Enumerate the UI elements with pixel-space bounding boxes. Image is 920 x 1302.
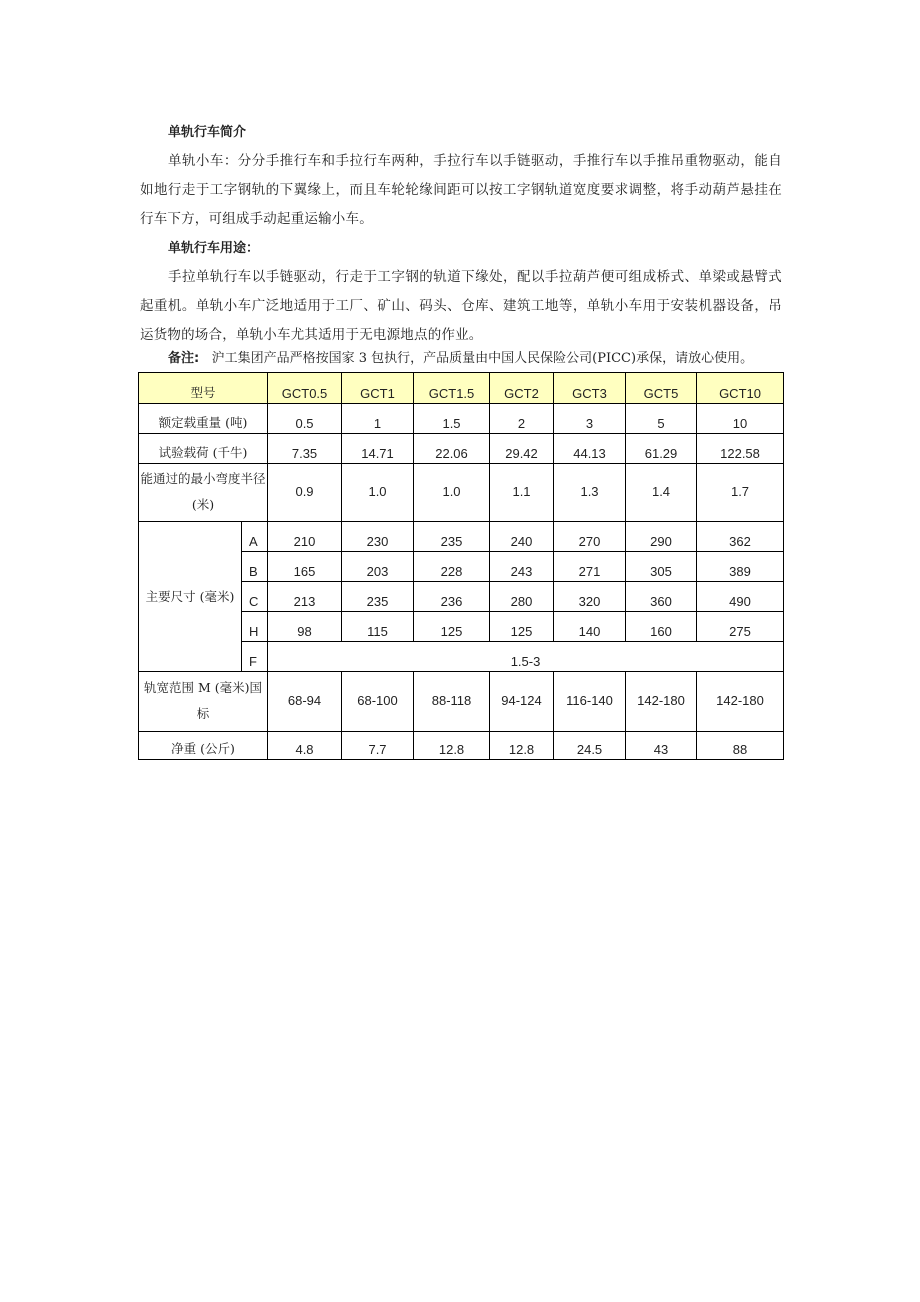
table-cell: 210 bbox=[268, 522, 342, 552]
table-cell: 290 bbox=[626, 522, 697, 552]
table-cell: 61.29 bbox=[626, 434, 697, 464]
table-cell: 243 bbox=[490, 552, 554, 582]
table-cell: 1.7 bbox=[697, 464, 784, 522]
table-cell: 490 bbox=[697, 582, 784, 612]
table-cell: 116-140 bbox=[554, 672, 626, 732]
table-cell: 68-100 bbox=[342, 672, 414, 732]
table-cell: 0.9 bbox=[268, 464, 342, 522]
table-cell: 203 bbox=[342, 552, 414, 582]
note-text: 沪工集团产品严格按国家 3 包执行，产品质量由中国人民保险公司(PICC)承保，请放心使用。 bbox=[211, 351, 754, 366]
intro-section bbox=[140, 118, 782, 350]
table-cell: 320 bbox=[554, 582, 626, 612]
rail-row bbox=[139, 672, 784, 732]
dim-sub-label: H bbox=[242, 612, 268, 642]
table-cell: 389 bbox=[697, 552, 784, 582]
table-cell: 115 bbox=[342, 612, 414, 642]
table-cell: 142-180 bbox=[626, 672, 697, 732]
note-line bbox=[140, 347, 782, 371]
table-cell: 240 bbox=[490, 522, 554, 552]
rail-label: 轨宽范围 M (毫米)国标 bbox=[139, 672, 268, 732]
table-cell: 1.3 bbox=[554, 464, 626, 522]
table-cell: 1.5 bbox=[414, 404, 490, 434]
test-load-label: 试验载荷 (千牛) bbox=[139, 434, 268, 464]
table-cell: 360 bbox=[626, 582, 697, 612]
table-cell: 142-180 bbox=[697, 672, 784, 732]
model-cell: GCT1 bbox=[342, 373, 414, 404]
weight-label: 净重 (公斤) bbox=[139, 732, 268, 760]
rated-load-row bbox=[139, 404, 784, 434]
table-cell: 88 bbox=[697, 732, 784, 760]
dim-sub-label: F bbox=[242, 642, 268, 672]
spec-table bbox=[138, 372, 784, 760]
table-cell: 270 bbox=[554, 522, 626, 552]
table-cell: 5 bbox=[626, 404, 697, 434]
usage-heading: 单轨行车用途： bbox=[168, 241, 260, 256]
table-cell: 10 bbox=[697, 404, 784, 434]
table-cell: 160 bbox=[626, 612, 697, 642]
table-cell: 125 bbox=[414, 612, 490, 642]
table-cell: 1.0 bbox=[342, 464, 414, 522]
table-cell: 1.0 bbox=[414, 464, 490, 522]
note-label: 备注: bbox=[168, 351, 200, 366]
table-cell: 228 bbox=[414, 552, 490, 582]
table-cell: 280 bbox=[490, 582, 554, 612]
table-cell: 98 bbox=[268, 612, 342, 642]
table-cell: 271 bbox=[554, 552, 626, 582]
table-cell: 1 bbox=[342, 404, 414, 434]
table-cell: 305 bbox=[626, 552, 697, 582]
table-cell: 125 bbox=[490, 612, 554, 642]
table-cell: 230 bbox=[342, 522, 414, 552]
table-cell: 3 bbox=[554, 404, 626, 434]
table-cell: 235 bbox=[342, 582, 414, 612]
table-cell: 2 bbox=[490, 404, 554, 434]
table-cell: 7.7 bbox=[342, 732, 414, 760]
table-cell: 1.5-3 bbox=[268, 642, 784, 672]
radius-label: 能通过的最小弯度半径 (米) bbox=[139, 464, 268, 522]
table-cell: 0.5 bbox=[268, 404, 342, 434]
test-load-row bbox=[139, 434, 784, 464]
model-cell: GCT10 bbox=[697, 373, 784, 404]
table-cell: 24.5 bbox=[554, 732, 626, 760]
model-cell: GCT2 bbox=[490, 373, 554, 404]
radius-row bbox=[139, 464, 784, 522]
table-cell: 1.4 bbox=[626, 464, 697, 522]
table-cell: 213 bbox=[268, 582, 342, 612]
table-cell: 88-118 bbox=[414, 672, 490, 732]
table-cell: 94-124 bbox=[490, 672, 554, 732]
table-cell: 12.8 bbox=[490, 732, 554, 760]
table-cell: 22.06 bbox=[414, 434, 490, 464]
rated-load-label: 额定载重量 (吨) bbox=[139, 404, 268, 434]
intro-heading: 单轨行车简介 bbox=[168, 125, 247, 140]
model-cell: GCT5 bbox=[626, 373, 697, 404]
model-cell: GCT1.5 bbox=[414, 373, 490, 404]
table-cell: 14.71 bbox=[342, 434, 414, 464]
table-cell: 235 bbox=[414, 522, 490, 552]
table-cell: 7.35 bbox=[268, 434, 342, 464]
weight-row bbox=[139, 732, 784, 760]
usage-paragraph: 手拉单轨行车以手链驱动，行走于工字钢的轨道下缘处，配以手拉葫芦便可组成桥式、单梁或悬臂式起重机。单轨小车广泛地适用于工厂、矿山、码头、仓库、建筑工地等，单轨小车用于安装机器设备，吊运货物的场合，单轨小车尤其适用于无电源地点的作业。 bbox=[140, 269, 782, 343]
table-cell: 43 bbox=[626, 732, 697, 760]
dimensions-label: 主要尺寸 (毫米) bbox=[139, 522, 242, 672]
table-cell: 275 bbox=[697, 612, 784, 642]
table-cell: 4.8 bbox=[268, 732, 342, 760]
header-row bbox=[139, 373, 784, 404]
dim-sub-label: B bbox=[242, 552, 268, 582]
dim-sub-label: A bbox=[242, 522, 268, 552]
table-cell: 236 bbox=[414, 582, 490, 612]
intro-paragraph: 单轨小车：分分手推行车和手拉行车两种，手拉行车以手链驱动，手推行车以手推吊重物驱动，能自如地行走于工字钢轨的下翼缘上，而且车轮轮缘间距可以按工字钢轨道宽度要求调整，将手动葫芦悬挂在行车下方，可组成手动起重运输小车。 bbox=[140, 153, 782, 227]
table-cell: 122.58 bbox=[697, 434, 784, 464]
model-label: 型号 bbox=[139, 373, 268, 404]
dim-a-row bbox=[139, 522, 784, 552]
table-cell: 68-94 bbox=[268, 672, 342, 732]
table-cell: 12.8 bbox=[414, 732, 490, 760]
table-cell: 362 bbox=[697, 522, 784, 552]
dim-sub-label: C bbox=[242, 582, 268, 612]
table-cell: 29.42 bbox=[490, 434, 554, 464]
model-cell: GCT0.5 bbox=[268, 373, 342, 404]
model-cell: GCT3 bbox=[554, 373, 626, 404]
table-cell: 165 bbox=[268, 552, 342, 582]
table-cell: 1.1 bbox=[490, 464, 554, 522]
table-cell: 44.13 bbox=[554, 434, 626, 464]
table-cell: 140 bbox=[554, 612, 626, 642]
